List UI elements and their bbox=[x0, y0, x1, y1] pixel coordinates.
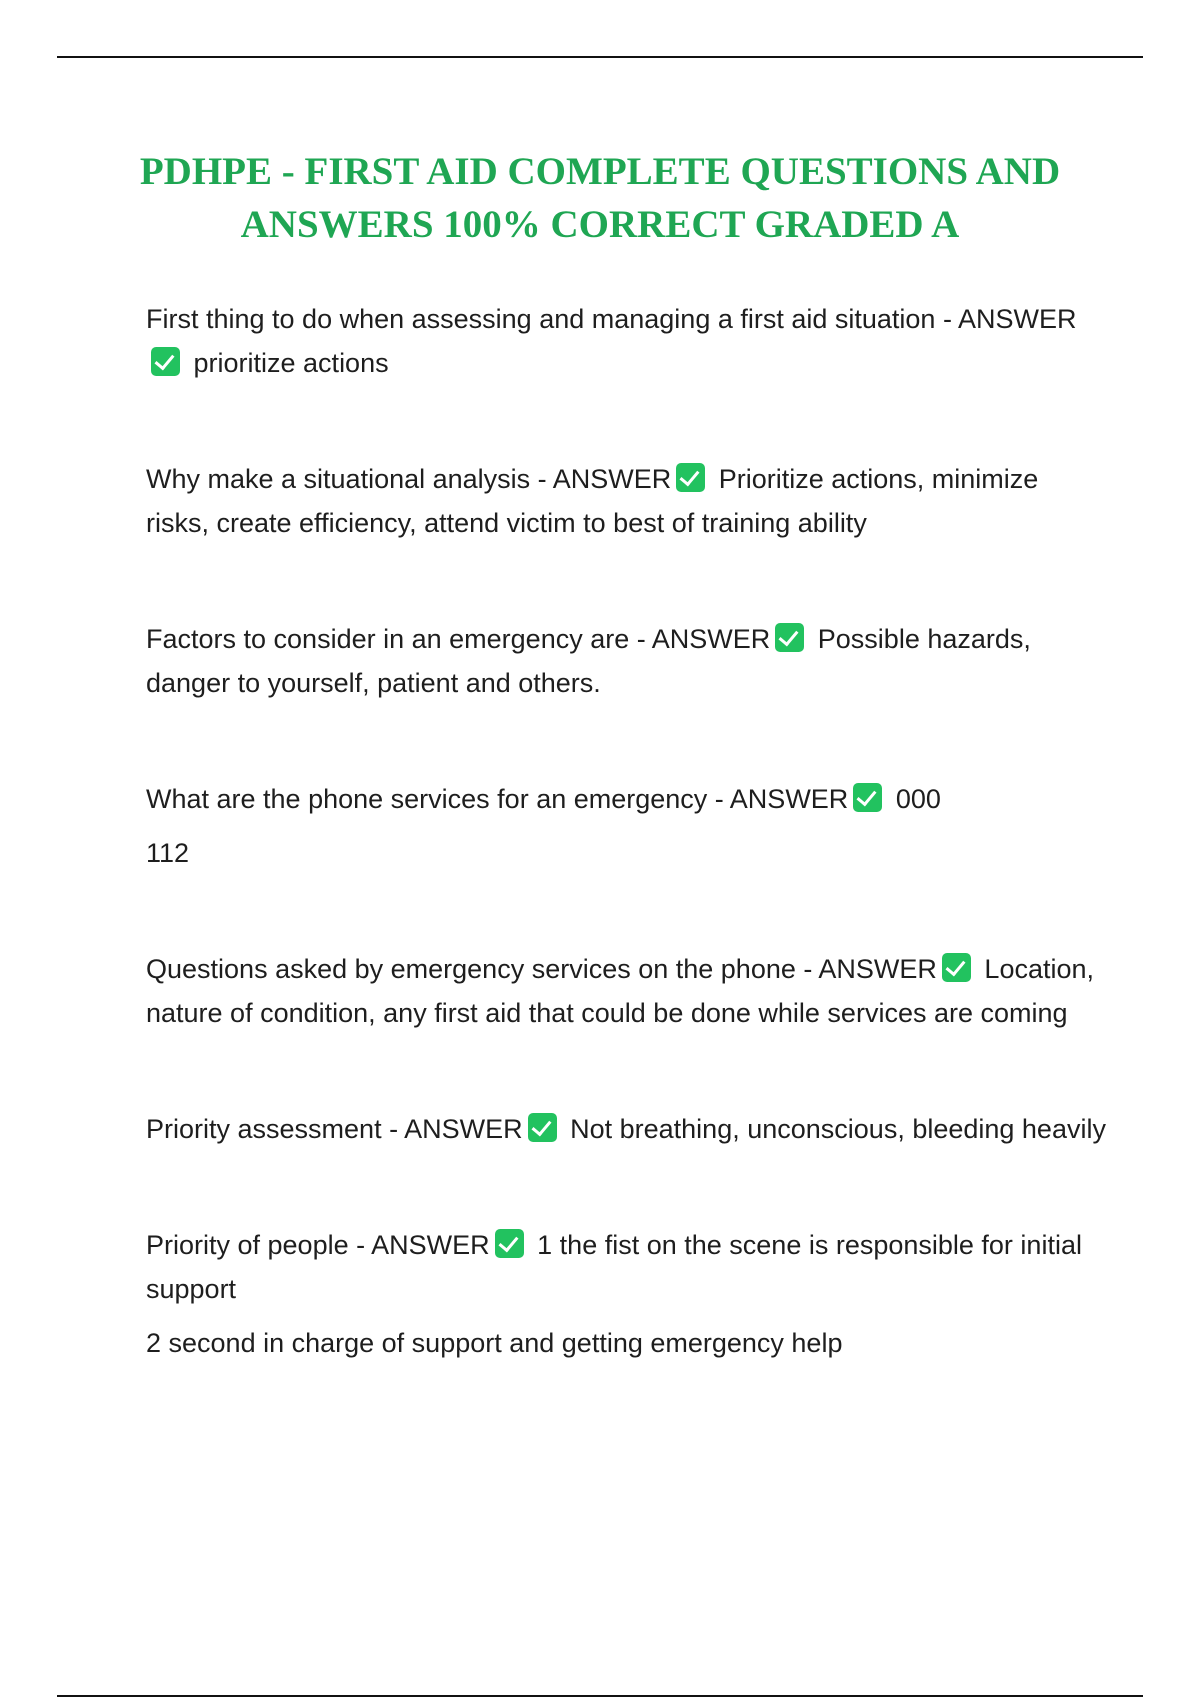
qa-item bbox=[146, 297, 1106, 385]
qa-item bbox=[146, 1223, 1106, 1365]
answer-text: prioritize actions bbox=[193, 348, 389, 378]
top-divider bbox=[57, 56, 1143, 58]
qa-item bbox=[146, 947, 1106, 1035]
answer-label: ANSWER bbox=[957, 304, 1077, 334]
question-text: Priority of people - bbox=[146, 1230, 372, 1260]
question-text: Priority assessment - bbox=[146, 1114, 405, 1144]
document-title: PDHPE - FIRST AID COMPLETE QUESTIONS AND ANSWERS 100% CORRECT GRADED A bbox=[139, 150, 1061, 246]
question-text: Questions asked by emergency services on the phone - bbox=[146, 954, 819, 984]
answer-continuation: 112 bbox=[146, 838, 190, 868]
answer-label: ANSWER bbox=[371, 1230, 490, 1260]
answer-text: Possible hazards, danger to yourself, patient and others. bbox=[146, 624, 1031, 698]
question-text: First thing to do when assessing and managing a first aid situation - bbox=[146, 304, 958, 334]
answer-label: ANSWER bbox=[552, 464, 672, 494]
answer-text: 000 bbox=[895, 784, 941, 814]
check-mark-icon bbox=[775, 623, 804, 652]
answer-label: ANSWER bbox=[404, 1114, 523, 1144]
answer-text: Prioritize actions, minimize risks, create efficiency, attend victim to best of training ability bbox=[146, 464, 1039, 538]
qa-item bbox=[146, 457, 1106, 545]
question-text: What are the phone services for an emergency - bbox=[146, 784, 730, 814]
check-mark-icon bbox=[151, 347, 180, 376]
answer-text: Not breathing, unconscious, bleeding heavily bbox=[570, 1114, 1106, 1144]
qa-item bbox=[146, 617, 1106, 705]
question-text: Why make a situational analysis - bbox=[146, 464, 553, 494]
answer-text: 1 the fist on the scene is responsible for initial support bbox=[146, 1230, 1082, 1304]
answer-label: ANSWER bbox=[818, 954, 937, 984]
check-mark-icon bbox=[528, 1113, 557, 1142]
check-mark-icon bbox=[942, 953, 971, 982]
answer-text: Location, nature of condition, any first aid that could be done while services are coming bbox=[146, 954, 1095, 1028]
qa-item bbox=[146, 1107, 1106, 1151]
check-mark-icon bbox=[853, 783, 882, 812]
answer-continuation: 2 second in charge of support and getting emergency help bbox=[146, 1328, 843, 1358]
qa-list bbox=[146, 297, 1106, 1365]
check-mark-icon bbox=[676, 463, 705, 492]
answer-label: ANSWER bbox=[729, 784, 849, 814]
answer-label: ANSWER bbox=[651, 624, 771, 654]
check-mark-icon bbox=[495, 1229, 524, 1258]
bottom-divider bbox=[57, 1695, 1143, 1697]
question-text: Factors to consider in an emergency are - bbox=[146, 624, 652, 654]
qa-item bbox=[146, 777, 1106, 875]
